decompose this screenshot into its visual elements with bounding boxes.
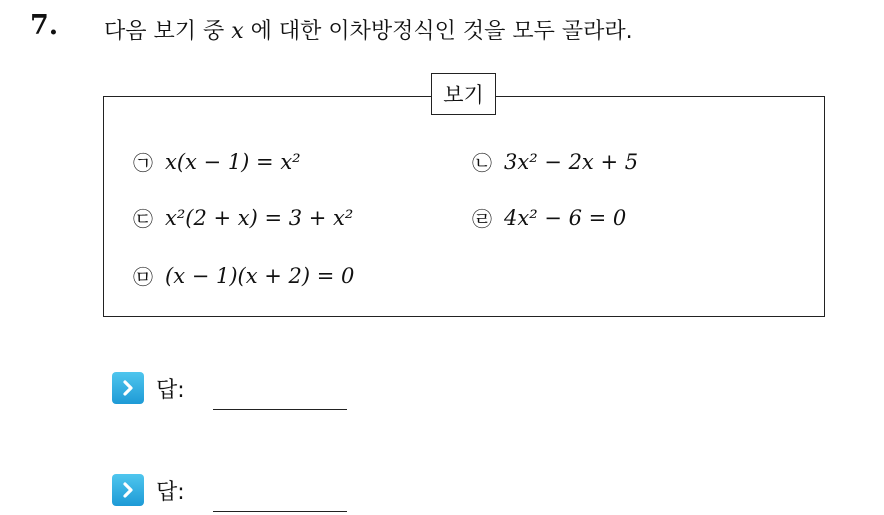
option-4 [472, 203, 626, 232]
option-marker: ㉡ [472, 151, 492, 175]
answer-label: 답: [156, 377, 185, 403]
option-expression: 4x² − 6 = 0 [504, 205, 627, 230]
answer-row-1 [112, 372, 185, 404]
bogi-box-title: 보기 [431, 73, 496, 115]
chevron-right-icon [112, 372, 144, 404]
option-marker: ㉣ [472, 207, 492, 231]
chevron-right-icon [112, 474, 144, 506]
question-number: 7. [30, 10, 59, 41]
option-marker: ㉠ [133, 151, 153, 175]
question-variable: x [231, 19, 244, 44]
option-2 [472, 147, 638, 176]
option-1 [133, 147, 301, 176]
option-marker: ㉤ [133, 265, 153, 289]
question-text-before: 다음 보기 중 [104, 19, 232, 44]
option-expression: 3x² − 2x + 5 [504, 149, 639, 174]
answer-blank-2[interactable] [213, 511, 347, 512]
question-text [104, 14, 633, 45]
answer-blank-1[interactable] [213, 409, 347, 410]
question-text-after: 에 대한 이차방정식인 것을 모두 골라라. [243, 19, 633, 44]
option-3 [133, 203, 353, 232]
answer-label: 답: [156, 479, 185, 505]
option-expression: x(x − 1) = x² [165, 149, 301, 174]
option-5 [133, 261, 354, 290]
option-expression: (x − 1)(x + 2) = 0 [165, 263, 355, 288]
option-marker: ㉢ [133, 207, 153, 231]
option-expression: x²(2 + x) = 3 + x² [165, 205, 354, 230]
answer-row-2 [112, 474, 185, 506]
